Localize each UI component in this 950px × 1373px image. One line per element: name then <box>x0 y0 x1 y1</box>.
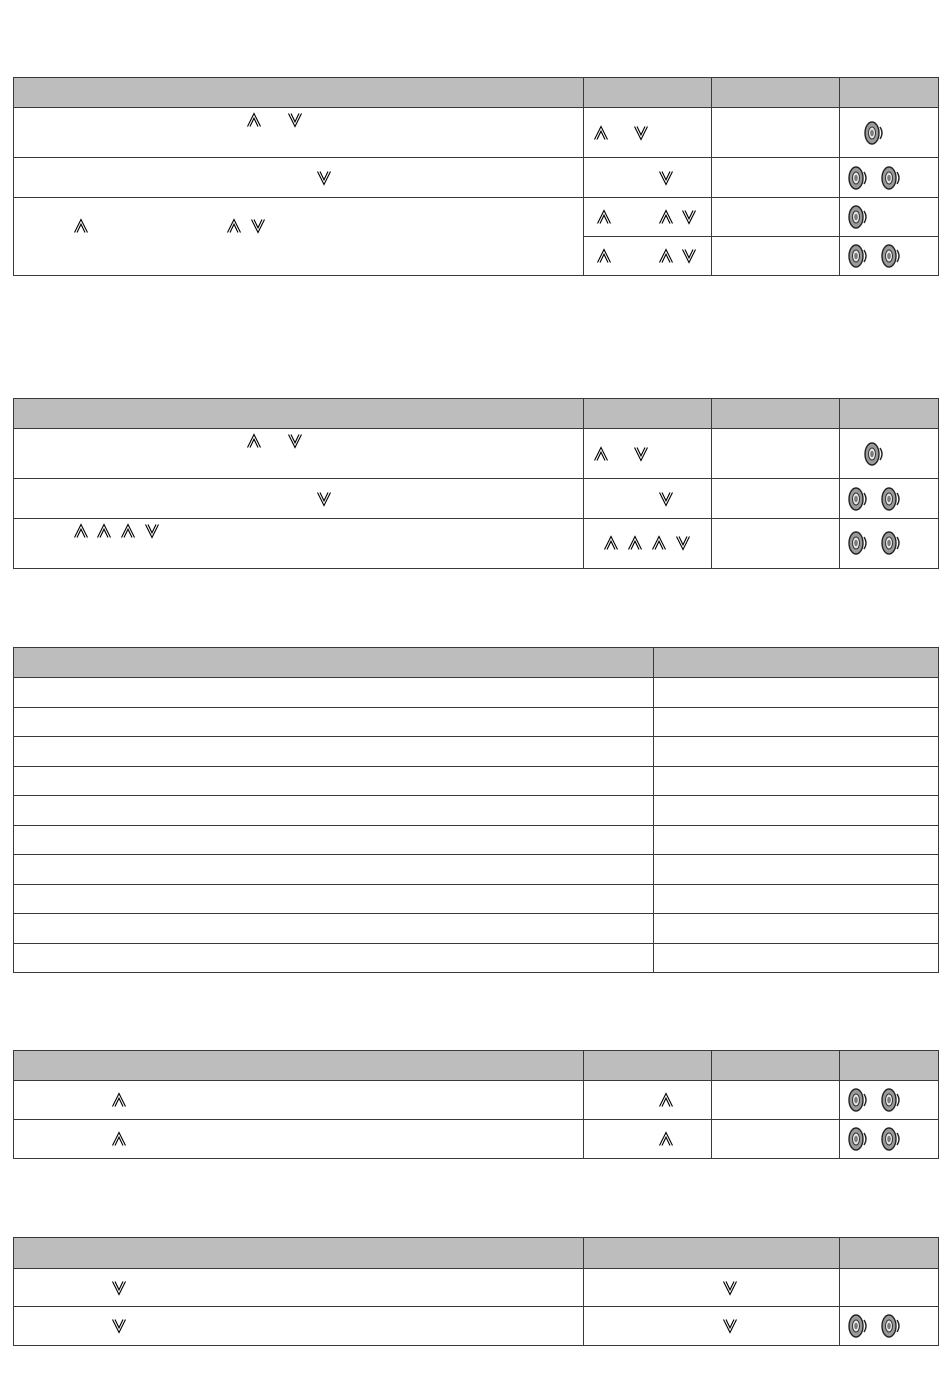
table-2-row-1-time <box>712 429 840 479</box>
down-caret-icon <box>722 1280 738 1296</box>
table-4-row-2-description <box>14 1120 584 1159</box>
table-1-row-4-time <box>712 237 840 276</box>
table-3-row-6-item <box>14 825 654 855</box>
table-5 <box>13 1237 939 1346</box>
up-caret-icon <box>627 535 643 551</box>
table-1-row-2-description <box>14 158 584 198</box>
speaker-icon <box>847 1087 869 1113</box>
table-row <box>14 914 939 944</box>
speaker-icon <box>880 243 902 269</box>
table-1-row-2-time <box>712 158 840 198</box>
table-3-row-3-item <box>14 737 654 767</box>
speaker-icon <box>847 530 869 556</box>
table-4 <box>13 1050 939 1159</box>
table-4-row-2-time <box>712 1120 840 1159</box>
table-3-row-4-item <box>14 766 654 796</box>
table-row <box>14 737 939 767</box>
up-caret-icon <box>226 218 242 234</box>
table-1-header-description <box>14 78 584 108</box>
table-2-header-time <box>712 399 840 429</box>
up-caret-icon <box>111 1131 127 1147</box>
table-1-row-1-description <box>14 108 584 158</box>
table-1-row-2-sequence <box>584 158 712 198</box>
table-2-row-1-sequence <box>584 429 712 479</box>
up-caret-icon <box>658 1131 674 1147</box>
speaker-icon <box>880 1087 902 1113</box>
table-2-row-2-sequence <box>584 479 712 519</box>
speaker-icon <box>880 165 902 191</box>
table-1-header-time <box>712 78 840 108</box>
table-2-row-2-description <box>14 479 584 519</box>
down-caret-icon <box>316 170 332 186</box>
up-caret-icon <box>73 218 89 234</box>
speaker-icon <box>880 1313 902 1339</box>
table-4-header-beeps <box>840 1051 939 1081</box>
up-caret-icon <box>658 1092 674 1108</box>
table-1-header-sequence <box>584 78 712 108</box>
table-4-row-1-beeps <box>840 1081 939 1120</box>
speaker-icon <box>847 486 869 512</box>
table-3-row-7-value <box>654 855 939 885</box>
table-4-header-sequence <box>584 1051 712 1081</box>
table-2-row-1-beeps <box>840 429 939 479</box>
table-5-header-beeps <box>840 1238 939 1269</box>
table-row <box>14 943 939 973</box>
down-caret-icon <box>675 535 691 551</box>
speaker-icon <box>880 530 902 556</box>
table-3-row-4-value <box>654 766 939 796</box>
up-caret-icon <box>651 535 667 551</box>
table-1-row-1-sequence <box>584 108 712 158</box>
table-1 <box>13 77 939 276</box>
table-row <box>14 1120 939 1159</box>
table-row <box>14 1081 939 1120</box>
table-5-row-2-beeps <box>840 1307 939 1346</box>
speaker-icon <box>847 204 869 230</box>
table-5-row-2-description <box>14 1307 584 1346</box>
table-2-row-3-beeps <box>840 519 939 569</box>
table-1-header-beeps <box>840 78 939 108</box>
speaker-icon <box>847 1313 869 1339</box>
up-caret-icon <box>596 209 612 225</box>
table-4-row-1-time <box>712 1081 840 1120</box>
table-row <box>14 479 939 519</box>
down-caret-icon <box>658 491 674 507</box>
table-5-header-sequence <box>584 1238 840 1269</box>
down-caret-icon <box>144 523 160 539</box>
up-caret-icon <box>658 248 674 264</box>
table-3-row-3-value <box>654 737 939 767</box>
table-2-header-sequence <box>584 399 712 429</box>
table-row <box>14 707 939 737</box>
table-5-row-1-sequence <box>584 1269 840 1307</box>
table-row <box>14 429 939 479</box>
table-row <box>14 519 939 569</box>
table-3-row-10-item <box>14 943 654 973</box>
table-3-row-8-item <box>14 884 654 914</box>
table-3-header-item <box>14 648 654 678</box>
table-row <box>14 855 939 885</box>
table-5-row-1-beeps <box>840 1269 939 1307</box>
table-3-row-8-value <box>654 884 939 914</box>
up-caret-icon <box>603 535 619 551</box>
table-3-row-7-item <box>14 855 654 885</box>
table-3-row-1-value <box>654 678 939 708</box>
table-2-header-beeps <box>840 399 939 429</box>
down-caret-icon <box>681 248 697 264</box>
table-row <box>14 825 939 855</box>
table-row <box>14 1307 939 1346</box>
table-3-row-9-value <box>654 914 939 944</box>
table-row <box>14 884 939 914</box>
table-2-row-2-time <box>712 479 840 519</box>
down-caret-icon <box>681 209 697 225</box>
up-caret-icon <box>246 433 262 449</box>
table-3-row-1-item <box>14 678 654 708</box>
table-4-header-time <box>712 1051 840 1081</box>
table-2-row-3-description <box>14 519 584 569</box>
down-caret-icon <box>287 112 303 128</box>
table-row <box>14 108 939 158</box>
table-row <box>14 796 939 826</box>
up-caret-icon <box>120 523 136 539</box>
up-caret-icon <box>658 209 674 225</box>
speaker-icon <box>863 120 885 146</box>
table-4-header-description <box>14 1051 584 1081</box>
table-3-row-5-item <box>14 796 654 826</box>
table-3-row-6-value <box>654 825 939 855</box>
table-row <box>14 158 939 198</box>
down-caret-icon <box>722 1318 738 1334</box>
down-caret-icon <box>111 1280 127 1296</box>
table-3-row-2-value <box>654 707 939 737</box>
table-5-row-1-description <box>14 1269 584 1307</box>
table-1-row-3-description <box>14 198 584 276</box>
table-2 <box>13 398 939 569</box>
table-4-row-2-beeps <box>840 1120 939 1159</box>
speaker-icon <box>863 441 885 467</box>
table-4-row-1-description <box>14 1081 584 1120</box>
table-1-row-1-time <box>712 108 840 158</box>
speaker-icon <box>847 1126 869 1152</box>
table-2-header-description <box>14 399 584 429</box>
table-5-row-2-sequence <box>584 1307 840 1346</box>
up-caret-icon <box>596 248 612 264</box>
table-3-row-5-value <box>654 796 939 826</box>
table-row <box>14 678 939 708</box>
down-caret-icon <box>633 125 649 141</box>
down-caret-icon <box>633 446 649 462</box>
up-caret-icon <box>593 125 609 141</box>
table-1-row-3-sequence <box>584 198 712 237</box>
table-5-header-description <box>14 1238 584 1269</box>
table-1-row-3-beeps <box>840 198 939 237</box>
table-1-row-1-beeps <box>840 108 939 158</box>
table-2-row-1-description <box>14 429 584 479</box>
table-row <box>14 198 939 237</box>
table-3 <box>13 647 939 973</box>
speaker-icon <box>847 243 869 269</box>
down-caret-icon <box>658 170 674 186</box>
table-1-row-2-beeps <box>840 158 939 198</box>
table-row <box>14 1269 939 1307</box>
speaker-icon <box>880 1126 902 1152</box>
speaker-icon <box>847 165 869 191</box>
table-3-row-9-item <box>14 914 654 944</box>
table-3-row-10-value <box>654 943 939 973</box>
table-1-row-4-sequence <box>584 237 712 276</box>
table-1-row-3-time <box>712 198 840 237</box>
up-caret-icon <box>246 112 262 128</box>
speaker-icon <box>880 486 902 512</box>
table-2-row-3-time <box>712 519 840 569</box>
table-4-row-2-sequence <box>584 1120 712 1159</box>
down-caret-icon <box>250 218 266 234</box>
table-3-header-value <box>654 648 939 678</box>
up-caret-icon <box>593 446 609 462</box>
table-2-row-3-sequence <box>584 519 712 569</box>
table-3-row-2-item <box>14 707 654 737</box>
table-row <box>14 766 939 796</box>
up-caret-icon <box>96 523 112 539</box>
table-4-row-1-sequence <box>584 1081 712 1120</box>
up-caret-icon <box>111 1092 127 1108</box>
table-2-row-2-beeps <box>840 479 939 519</box>
table-1-row-4-beeps <box>840 237 939 276</box>
up-caret-icon <box>73 523 89 539</box>
down-caret-icon <box>111 1318 127 1334</box>
down-caret-icon <box>287 433 303 449</box>
down-caret-icon <box>316 491 332 507</box>
